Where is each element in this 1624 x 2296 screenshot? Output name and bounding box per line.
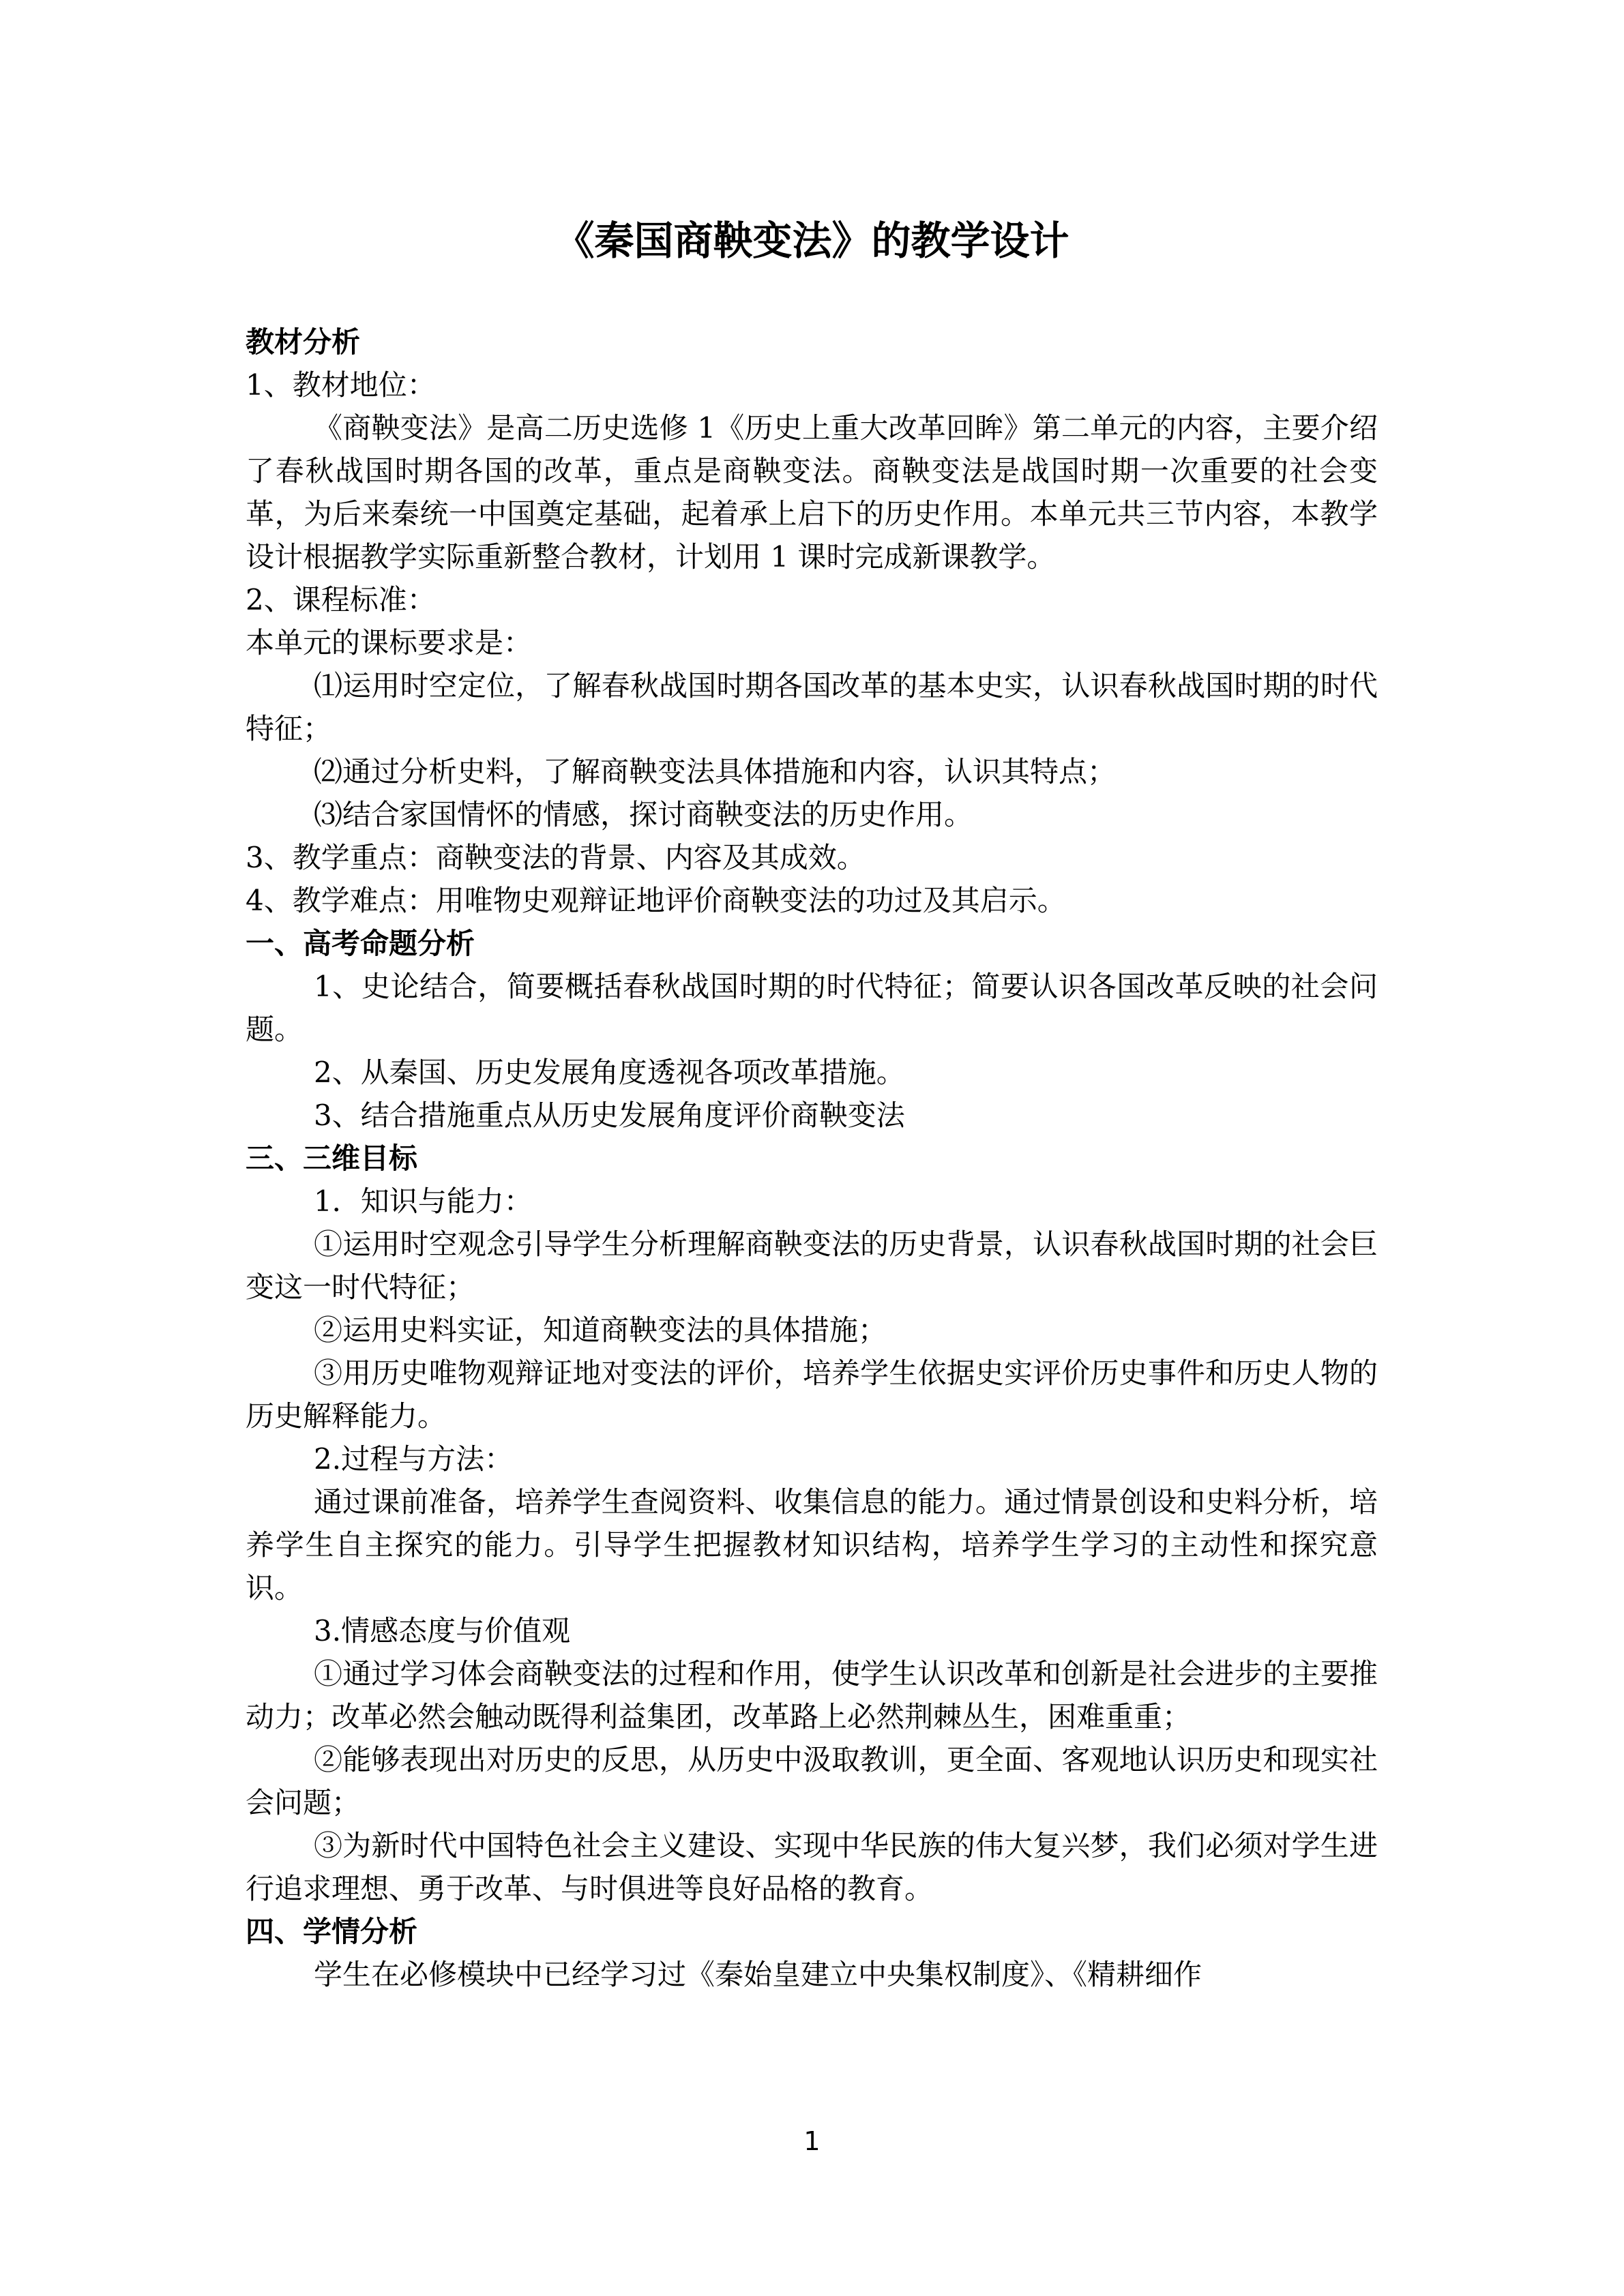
paragraph-emotion-point-1: ①通过学习体会商鞅变法的过程和作用，使学生认识改革和创新是社会进步的主要推动力；改革必然会触动既得利益集团，改革路上必然荆棘丛生，困难重重； bbox=[246, 1657, 1378, 1733]
paragraph-exam-point-2: 2、从秦国、历史发展角度透视各项改革措施。 bbox=[314, 1056, 905, 1089]
item-teaching-difficulty: 4、教学难点：用唯物史观辩证地评价商鞅变法的功过及其启示。 bbox=[246, 884, 1066, 917]
document-title: 《秦国商鞅变法》的教学设计 bbox=[555, 218, 1069, 264]
document-body bbox=[246, 320, 1378, 1996]
paragraph-curriculum-intro: 本单元的课标要求是： bbox=[246, 626, 533, 659]
subheading-knowledge-ability: 1．知识与能力： bbox=[314, 1184, 533, 1218]
item-textbook-position-label: 1、教材地位： bbox=[246, 368, 436, 402]
item-curriculum-standard-label: 2、课程标准： bbox=[246, 583, 436, 616]
paragraph-knowledge-point-2: ②运用史料实证，知道商鞅变法的具体措施； bbox=[314, 1313, 887, 1347]
paragraph-emotion-point-2: ②能够表现出对历史的反思，从历史中汲取教训，更全面、客观地认识历史和现实社会问题； bbox=[246, 1743, 1378, 1819]
paragraph-curriculum-point-3: ⑶结合家国情怀的情感，探讨商鞅变法的历史作用。 bbox=[314, 798, 973, 831]
paragraph-curriculum-point-2: ⑵通过分析史料，了解商鞅变法具体措施和内容，认识其特点； bbox=[314, 755, 1117, 788]
paragraph-knowledge-point-3: ③用历史唯物观辩证地对变法的评价，培养学生依据史实评价历史事件和历史人物的历史解释能力。 bbox=[246, 1356, 1378, 1433]
paragraph-exam-point-1: 1、史论结合，简要概括春秋战国时期的时代特征；简要认识各国改革反映的社会问题。 bbox=[246, 970, 1378, 1046]
section-heading-textbook-analysis: 教材分析 bbox=[246, 325, 361, 359]
section-heading-three-dimensional-goals: 三、三维目标 bbox=[246, 1142, 418, 1175]
item-teaching-focus: 3、教学重点：商鞅变法的背景、内容及其成效。 bbox=[246, 841, 866, 874]
page-number: 1 bbox=[803, 2126, 821, 2156]
subheading-process-method: 2.过程与方法： bbox=[314, 1442, 514, 1476]
paragraph-curriculum-point-1: ⑴运用时空定位，了解春秋战国时期各国改革的基本史实，认识春秋战国时期的时代特征； bbox=[246, 669, 1378, 745]
section-heading-exam-analysis: 一、高考命题分析 bbox=[246, 927, 475, 960]
section-heading-student-analysis: 四、学情分析 bbox=[246, 1915, 418, 1948]
paragraph-textbook-position: 《商鞅变法》是高二历史选修 1《历史上重大改革回眸》第二单元的内容，主要介绍了春秋战国时期各国的改革，重点是商鞅变法。商鞅变法是战国时期一次重要的社会变革，为后来秦统一中国奠定基础，起着承上启下的历史作用。本单元共三节内容，本教学设计根据教学实际重新整合教材，计划用 1 课时完成新课教学。 bbox=[246, 411, 1378, 573]
paragraph-process-method: 通过课前准备，培养学生查阅资料、收集信息的能力。通过情景创设和史料分析，培养学生自主探究的能力。引导学生把握教材知识结构，培养学生学习的主动性和探究意识。 bbox=[246, 1485, 1378, 1605]
paragraph-emotion-point-3: ③为新时代中国特色社会主义建设、实现中华民族的伟大复兴梦，我们必须对学生进行追求理想、勇于改革、与时俱进等良好品格的教育。 bbox=[246, 1829, 1378, 1905]
paragraph-knowledge-point-1: ①运用时空观念引导学生分析理解商鞅变法的历史背景，认识春秋战国时期的社会巨变这一时代特征； bbox=[246, 1227, 1378, 1304]
paragraph-student-analysis: 学生在必修模块中已经学习过《秦始皇建立中央集权制度》、《精耕细作 bbox=[314, 1958, 1202, 1991]
paragraph-exam-point-3: 3、结合措施重点从历史发展角度评价商鞅变法 bbox=[314, 1099, 905, 1132]
subheading-emotion-values: 3.情感态度与价值观 bbox=[314, 1614, 571, 1648]
